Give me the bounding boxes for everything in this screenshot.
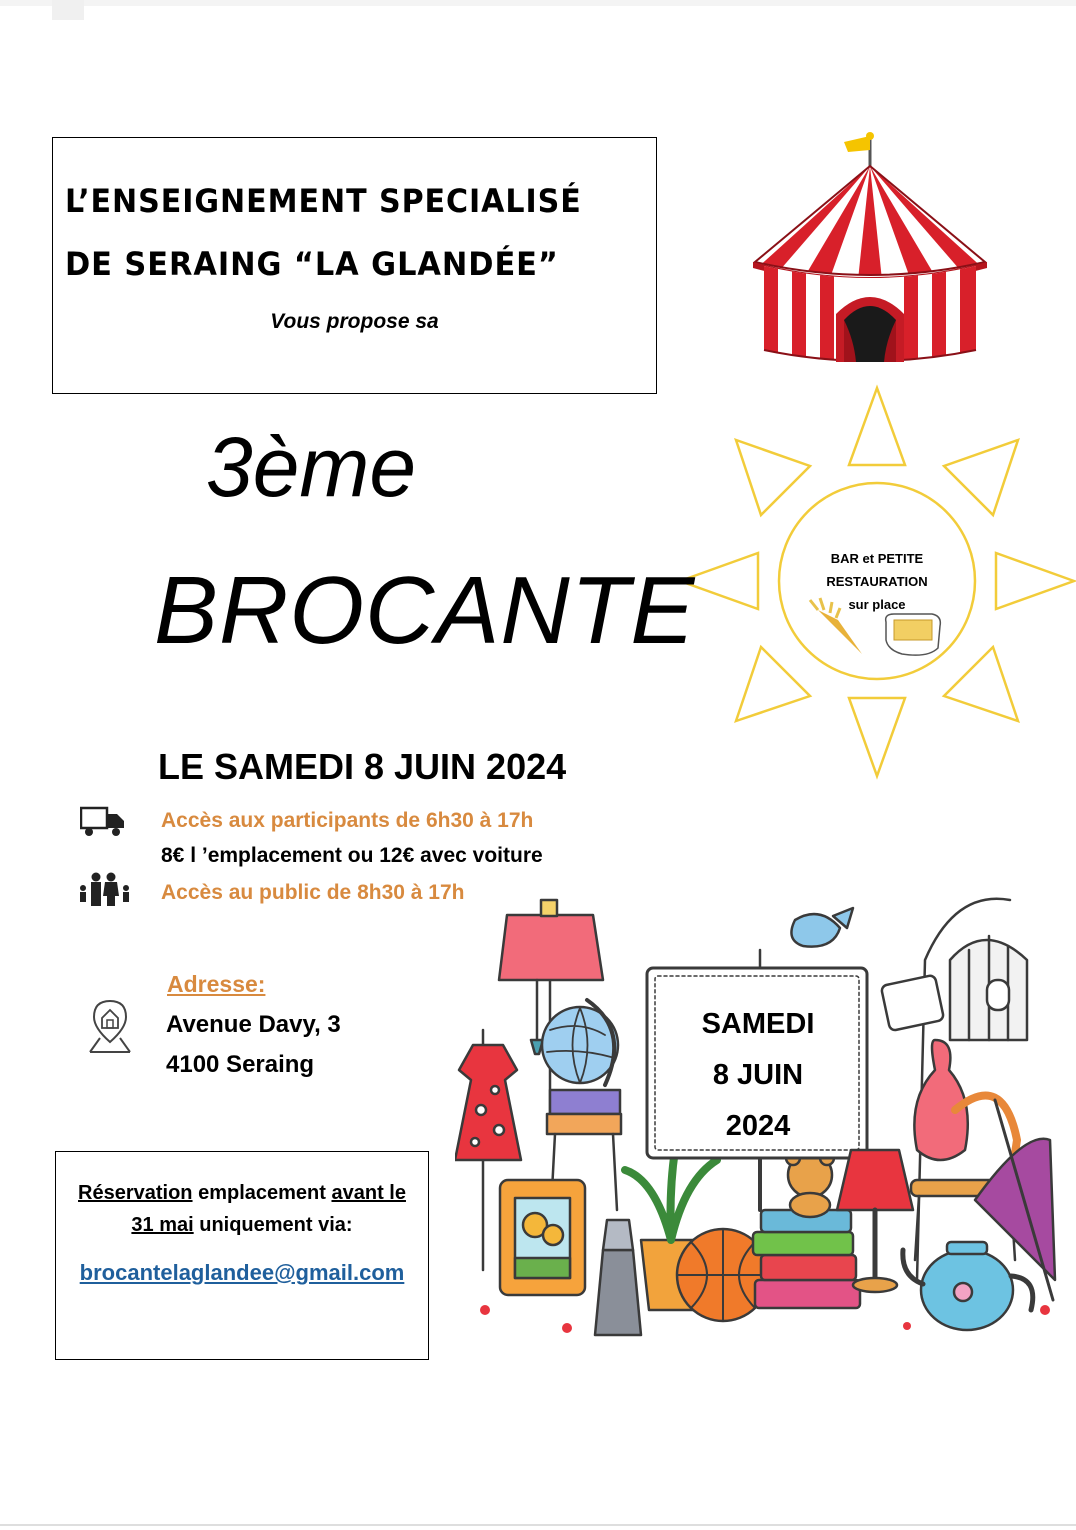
- sign-text: [653, 999, 863, 1152]
- reservation-email-link[interactable]: brocantelaglandee@gmail.com: [79, 1260, 405, 1285]
- reservation-box: [55, 1151, 429, 1360]
- sun-line-2: RESTAURATION: [826, 574, 928, 589]
- reservation-before: avant le: [331, 1182, 406, 1204]
- reservation-word: Réservation: [78, 1182, 193, 1204]
- reservation-via: uniquement via:: [193, 1214, 353, 1236]
- intro-subtitle: Vous propose sa: [270, 310, 439, 333]
- reservation-line-1: [56, 1182, 428, 1205]
- bottom-divider: [0, 1524, 1076, 1526]
- intro-box: [52, 137, 657, 394]
- sun-line-1: BAR et PETITE: [830, 551, 924, 566]
- sun-text: [812, 547, 942, 616]
- reservation-deadline: 31 mai: [131, 1214, 194, 1236]
- family-icon: [77, 872, 133, 908]
- event-date: LE SAMEDI 8 JUIN 2024: [158, 746, 567, 787]
- circus-tent-icon: [750, 130, 990, 366]
- truck-icon: [80, 805, 126, 839]
- sign-line-2: 8 JUIN: [712, 1059, 804, 1091]
- event-title: BROCANTE: [154, 557, 696, 664]
- reservation-emplacement: emplacement: [192, 1182, 332, 1204]
- pitch-price: 8€ l ’emplacement ou 12€ avec voiture: [161, 844, 543, 867]
- address-city: 4100 Seraing: [166, 1051, 315, 1078]
- edition-number: 3ème: [206, 420, 417, 514]
- top-bar: [0, 0, 1076, 6]
- sign-line-1: SAMEDI: [701, 1008, 815, 1040]
- participants-access: Accès aux participants de 6h30 à 17h: [161, 809, 534, 832]
- public-access: Accès au public de 8h30 à 17h: [161, 881, 465, 904]
- address-street: Avenue Davy, 3: [166, 1011, 341, 1038]
- intro-line-1: L’ENSEIGNEMENT SPECIALISÉ: [65, 182, 582, 220]
- intro-line-2: DE SERAING “LA GLANDÉE”: [65, 245, 559, 283]
- top-tab: [52, 0, 84, 20]
- location-pin-icon: [88, 998, 132, 1054]
- address-label: Adresse:: [167, 971, 266, 997]
- sun-line-3: sur place: [848, 597, 906, 612]
- cheese-icon: [886, 614, 941, 655]
- reservation-line-2: [56, 1214, 428, 1237]
- sign-line-3: 2024: [725, 1110, 791, 1142]
